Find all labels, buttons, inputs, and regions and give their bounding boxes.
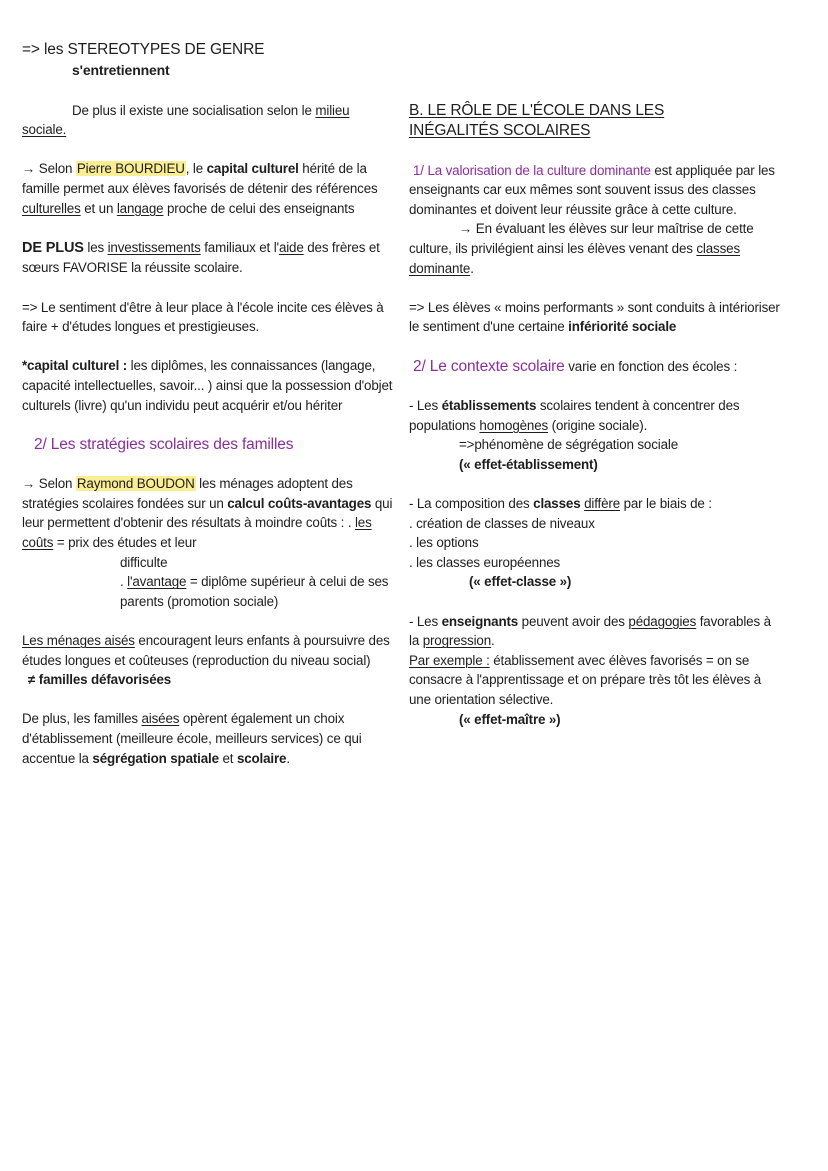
para-inferiorite: => Les élèves « moins performants » sont conduits à intérioriser le sentiment d'une certaine infériorité sociale — [409, 299, 780, 335]
genre-subtitle: s'entretiennent — [72, 62, 170, 78]
list-item-europeennes: . les classes européennes — [409, 554, 561, 570]
familles-defavorisees: ≠ familles défavorisées — [28, 672, 172, 688]
heading-strategies: 2/ Les stratégies scolaires des familles — [34, 435, 294, 453]
right-column — [409, 101, 781, 729]
para-evaluation: → En évaluant les élèves sur leur maîtrise de cette culture, ils privilégient ainsi les élèves venant des classes dominante. — [409, 221, 754, 276]
para-menages-aises: Les ménages aisés encouragent leurs enfants à poursuivre des études longues et coûteuses (reproduction du niveau social) — [22, 633, 390, 668]
list-item-options: . les options — [409, 535, 479, 551]
para-bourdieu: → Selon Pierre BOURDIEU, le capital culturel hérité de la famille permet aux élèves favorisés de détenir des références culturelles et un langage proche de celui des enseignants — [22, 161, 378, 216]
genre-title: => les STEREOTYPES DE GENRE — [22, 41, 265, 58]
para-enseignants: - Les enseignants peuvent avoir des pédagogies favorables à la progression. — [409, 613, 771, 649]
para-boudon-difficulte: difficulte — [120, 554, 168, 570]
highlight-boudon: Raymond BOUDON — [76, 476, 195, 492]
para-etablissements: - Les établissements scolaires tendent à concentrer des populations homogènes (origine sociale). — [409, 398, 740, 433]
para-capital-def: *capital culturel : les diplômes, les connaissances (langage, capacité intellectuelles, savoir... ) ainsi que la possession d'objet culturels (livre) qu'un individu peut acquérir et/ou hériter — [22, 358, 393, 413]
para-exemple: Par exemple : établissement avec élèves favorisés = on se consacre à l'apprentissage et on prépare très tôt les élèves à une orientation sélective. — [409, 652, 762, 708]
para-socialisation: De plus il existe une socialisation selon le milieu sociale. — [22, 102, 350, 138]
left-column — [22, 40, 394, 768]
para-classes: - La composition des classes diffère par le biais de : — [409, 496, 712, 512]
segregation-sociale: =>phénomène de ségrégation sociale — [459, 437, 678, 453]
para-boudon-avantage: . l'avantage = diplôme supérieur à celui de ses parents (promotion sociale) — [120, 574, 389, 609]
heading-contexte: 2/ Le contexte scolaire varie en fonction des écoles : — [413, 357, 738, 375]
para-sentiment: => Le sentiment d'être à leur place à l'école incite ces élèves à faire + d'études longues et prestigieuses. — [22, 299, 384, 335]
effet-etablissement: (« effet-établissement) — [459, 456, 598, 472]
list-item-niveaux: . création de classes de niveaux — [409, 515, 595, 531]
section-title-ecole: B. LE RÔLE DE L'ÉCOLE DANS LES INÉGALITÉS SCOLAIRES — [409, 102, 665, 139]
effet-maitre: (« effet-maître ») — [459, 711, 561, 727]
para-culture-dominante: 1/ La valorisation de la culture dominante est appliquée par les enseignants car eux mêmes sont souvent issus des classes dominantes et doivent leur réussite grâce à cette culture. — [409, 162, 775, 217]
para-boudon: → Selon Raymond BOUDON les ménages adoptent des stratégies scolaires fondées sur un calcul coûts-avantages qui leur permettent d'obtenir des résultats à moindre coûts : . les coûts = prix des études et leur — [22, 476, 393, 551]
para-choix-etablissement: De plus, les familles aisées opèrent également un choix d'établissement (meilleure école, meilleurs services) ce qui accentue la ségrégation spatiale et scolaire. — [22, 711, 362, 766]
effet-classe: (« effet-classe ») — [469, 574, 572, 590]
highlight-bourdieu: Pierre BOURDIEU — [76, 161, 185, 177]
para-de-plus: DE PLUS les investissements familiaux et l'aide des frères et sœurs FAVORISE la réussite scolaire. — [22, 239, 380, 276]
